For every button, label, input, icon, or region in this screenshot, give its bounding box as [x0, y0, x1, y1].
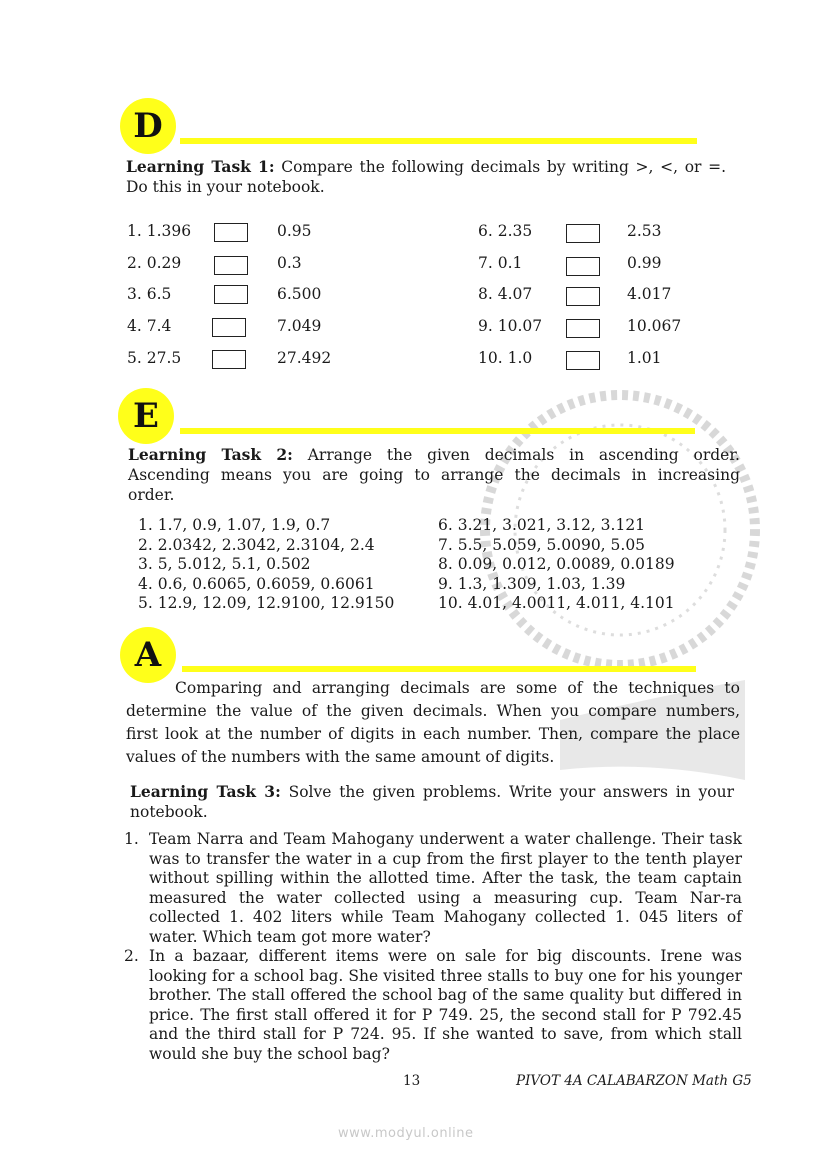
task2-item-7: 7. 5.5, 5.059, 5.0090, 5.05	[438, 535, 646, 554]
task1-value-9: 10.067	[627, 317, 682, 335]
task2-instruction-2: Ascending means you are going to arrange the decimals in increasing	[128, 466, 740, 484]
section-d-underline	[180, 138, 697, 144]
section-e-badge: E	[118, 388, 174, 444]
task1-value-4: 7.049	[277, 317, 322, 335]
task1-value-10: 1.01	[627, 349, 662, 367]
task1-item-7: 7. 0.1	[478, 254, 523, 272]
task3-instruction-2: notebook.	[130, 803, 208, 821]
problem-1-text: Team Narra and Team Mahogany underwent a water challenge. Their task was to transfer the water in a cup from the first player to the tenth player without spilling within the allotted time. After the task, the team captain measured the water collected using a measuring cup. Team Nar-ra collected 1. 402 liters while Team Mahogany collected 1. 045 liters of water. Which team got more water?	[149, 830, 742, 946]
task2-item-1: 1. 1.7, 0.9, 1.07, 1.9, 0.7	[138, 516, 331, 534]
answer-box-8[interactable]	[566, 287, 600, 306]
task2-list-right	[438, 516, 675, 614]
task1-instructions	[126, 157, 726, 197]
task2-instruction-3: order.	[128, 486, 175, 504]
answer-box-6[interactable]	[566, 224, 600, 243]
page-number: 13	[403, 1073, 421, 1089]
task1-item-9: 9. 10.07	[478, 317, 543, 335]
task1-item-10: 10. 1.0	[478, 349, 533, 367]
section-a-line-4: values of the numbers with the same amount of digits.	[126, 748, 555, 766]
section-e-underline	[180, 428, 695, 434]
problem-2-text: In a bazaar, different items were on sale for big discounts. Irene was looking for a school bag. She visited three stalls to buy one for his younger brother. The stall offered the school bag of the same quality but differed in price. The first stall offered it for P 749. 25, the second stall for P 792.45 and the third stall for P 724. 95. If she wanted to save, from which stall would she buy the school bag?	[149, 947, 742, 1063]
problem-1-number: 1.	[124, 830, 139, 848]
section-a-line-2: determine the value of the given decimals. When you compare numbers,	[126, 702, 740, 720]
task1-item-6: 6. 2.35	[478, 222, 533, 240]
section-a-line-3: first look at the number of digits in each number. Then, compare the place	[126, 725, 740, 743]
task2-item-8: 8. 0.09, 0.012, 0.0089, 0.0189	[438, 555, 675, 573]
task1-value-7: 0.99	[627, 254, 662, 272]
footer-title: PIVOT 4A CALABARZON Math G5	[516, 1073, 752, 1089]
task2-instructions	[128, 445, 740, 505]
task1-item-5: 5. 27.5	[127, 349, 182, 367]
task3-instruction-1: Solve the given problems. Write your answers in your	[288, 783, 734, 801]
task2-item-4: 4. 0.6, 0.6065, 0.6059, 0.6061	[138, 574, 375, 593]
task1-item-1: 1. 1.396	[127, 222, 192, 240]
task2-item-2: 2. 2.0342, 2.3042, 2.3104, 2.4	[138, 535, 375, 554]
section-d-badge: D	[120, 98, 176, 154]
task1-value-1: 0.95	[277, 222, 312, 240]
task3-instructions	[130, 782, 734, 822]
task1-title: Learning Task 1:	[126, 157, 275, 176]
answer-box-3[interactable]	[214, 285, 248, 304]
section-a-paragraph	[126, 677, 740, 769]
answer-box-9[interactable]	[566, 319, 600, 338]
task2-list-left	[138, 516, 394, 614]
answer-box-1[interactable]	[214, 223, 248, 242]
section-a-line-1: Comparing and arranging decimals are some of the techniques to	[175, 679, 740, 697]
task1-value-8: 4.017	[627, 285, 672, 303]
section-a-underline	[182, 666, 696, 672]
task1-item-8: 8. 4.07	[478, 285, 533, 303]
task3-title: Learning Task 3:	[130, 782, 281, 801]
task2-instruction-1: Arrange the given decimals in ascending order.	[307, 446, 740, 464]
task2-title: Learning Task 2:	[128, 445, 293, 464]
task2-item-5: 5. 12.9, 12.09, 12.9100, 12.9150	[138, 594, 395, 612]
task1-instruction: Compare the following decimals by writing >, <, or =.	[281, 158, 726, 176]
answer-box-5[interactable]	[212, 350, 246, 369]
task1-item-3: 3. 6.5	[127, 285, 172, 303]
task1-value-2: 0.3	[277, 254, 302, 272]
section-a-badge: A	[120, 627, 176, 683]
task1-instruction-2: Do this in your notebook.	[126, 178, 325, 196]
task1-value-5: 27.492	[277, 349, 332, 367]
task1-item-2: 2. 0.29	[127, 254, 182, 272]
answer-box-7[interactable]	[566, 257, 600, 276]
task2-item-10: 10. 4.01, 4.0011, 4.011, 4.101	[438, 594, 675, 612]
answer-box-2[interactable]	[214, 256, 248, 275]
site-watermark: www.modyul.online	[338, 1126, 474, 1141]
task2-item-3: 3. 5, 5.012, 5.1, 0.502	[138, 555, 311, 573]
task1-value-6: 2.53	[627, 222, 662, 240]
problem-2-number: 2.	[124, 947, 139, 965]
task1-value-3: 6.500	[277, 285, 322, 303]
task2-item-9: 9. 1.3, 1.309, 1.03, 1.39	[438, 574, 626, 593]
answer-box-10[interactable]	[566, 351, 600, 370]
task1-item-4: 4. 7.4	[127, 317, 172, 335]
answer-box-4[interactable]	[212, 318, 246, 337]
task2-item-6: 6. 3.21, 3.021, 3.12, 3.121	[438, 516, 646, 534]
